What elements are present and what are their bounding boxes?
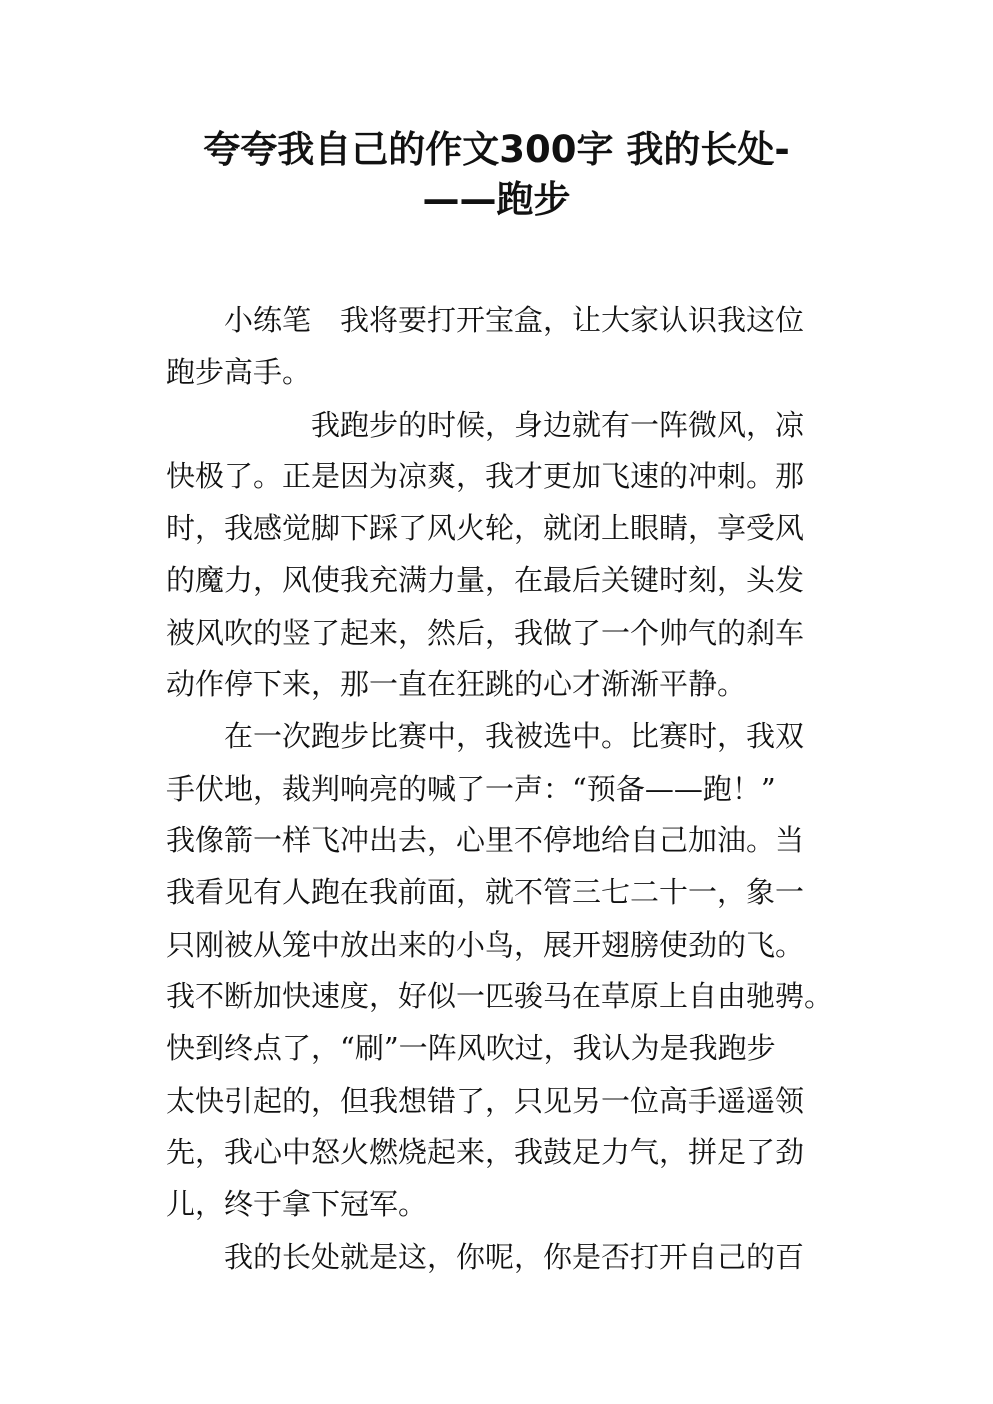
document-title-line-2: ——跑步	[422, 178, 571, 221]
body-text-line: 只刚被从笼中放出来的小鸟，展开翅膀使劲的飞。	[166, 928, 805, 962]
body-text-line: 太快引起的，但我想错了，只见另一位高手遥遥领	[166, 1084, 805, 1118]
body-text-line: 我跑步的时候，身边就有一阵微风，凉	[166, 408, 805, 442]
body-text-line: 动作停下来，那一直在狂跳的心才渐渐平静。	[166, 667, 747, 701]
body-text-line: 的魔力，风使我充满力量，在最后关键时刻，头发	[166, 563, 805, 597]
body-text-line: 我的长处就是这，你呢，你是否打开自己的百	[166, 1240, 805, 1274]
body-text-line: 手伏地，裁判响亮的喊了一声：“预备——跑！”	[166, 772, 776, 806]
body-text-line: 先，我心中怒火燃烧起来，我鼓足力气，拼足了劲	[166, 1135, 805, 1169]
body-text-line: 小练笔 我将要打开宝盒，让大家认识我这位	[166, 303, 805, 337]
body-text-line: 我看见有人跑在我前面，就不管三七二十一，象一	[166, 875, 805, 909]
body-text-line: 我不断加快速度，好似一匹骏马在草原上自由驰骋。	[166, 979, 834, 1013]
document-title-line-1: 夸夸我自己的作文300字 我的长处-	[203, 128, 790, 171]
body-text-line: 快极了。正是因为凉爽，我才更加飞速的冲刺。那	[166, 459, 805, 493]
body-text-line: 我像箭一样飞冲出去，心里不停地给自己加油。当	[166, 823, 805, 857]
body-text-line: 在一次跑步比赛中，我被选中。比赛时，我双	[166, 719, 805, 753]
body-text-line: 跑步高手。	[166, 355, 312, 389]
body-text-line: 快到终点了，“刷”一阵风吹过，我认为是我跑步	[166, 1031, 776, 1065]
body-text-line: 被风吹的竖了起来，然后，我做了一个帅气的刹车	[166, 616, 805, 650]
body-text-line: 儿，终于拿下冠军。	[166, 1187, 428, 1221]
body-text-line: 时，我感觉脚下踩了风火轮，就闭上眼睛，享受风	[166, 511, 805, 545]
